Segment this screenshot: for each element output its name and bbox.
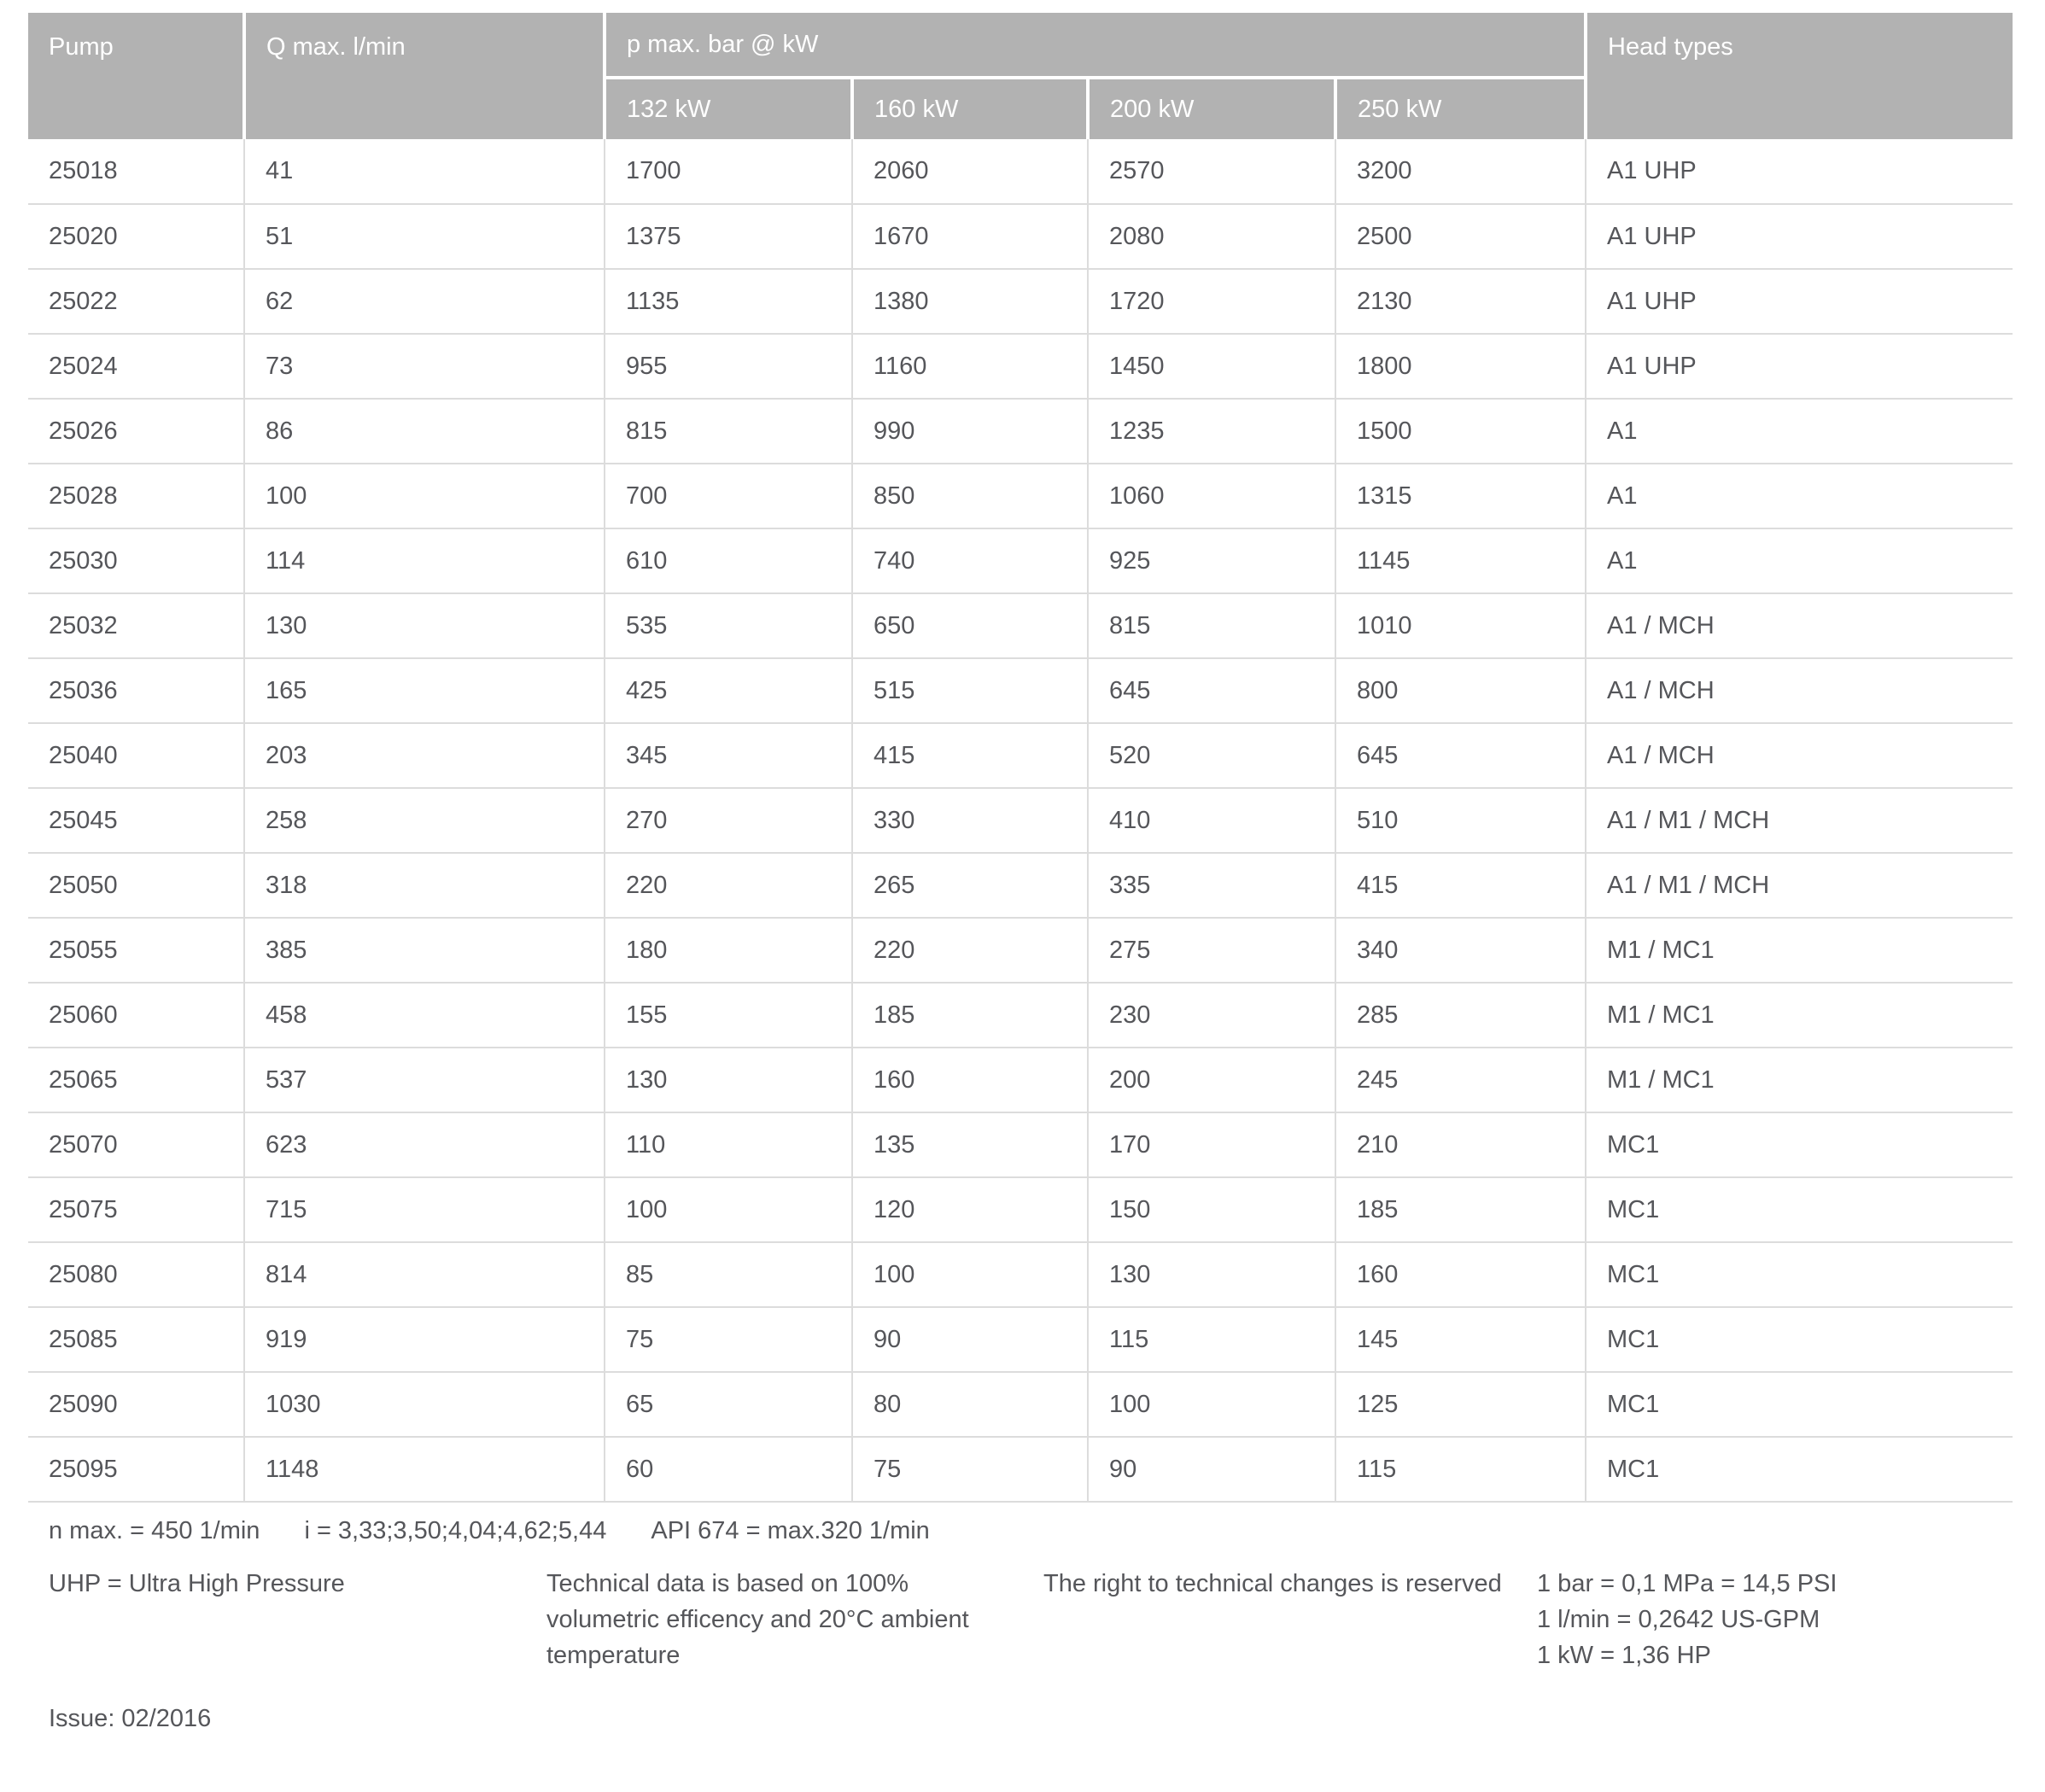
- cell-q_max_l_min: 814: [244, 1242, 605, 1307]
- cell-head_types: A1 / MCH: [1586, 658, 2013, 723]
- column-header-132kw: 132 kW: [605, 78, 852, 139]
- cell-pump: 25030: [28, 528, 244, 593]
- cell-head_types: A1: [1586, 528, 2013, 593]
- cell-pump: 25018: [28, 139, 244, 204]
- note-n-max: n max. = 450 1/min: [49, 1517, 260, 1544]
- cell-p_160kw: 80: [852, 1372, 1088, 1437]
- cell-q_max_l_min: 41: [244, 139, 605, 204]
- cell-p_132kw: 700: [605, 464, 852, 528]
- cell-p_132kw: 955: [605, 334, 852, 399]
- cell-pump: 25032: [28, 593, 244, 658]
- cell-q_max_l_min: 537: [244, 1048, 605, 1112]
- cell-p_132kw: 610: [605, 528, 852, 593]
- cell-p_200kw: 115: [1088, 1307, 1335, 1372]
- conversion-line: 1 bar = 0,1 MPa = 14,5 PSI: [1537, 1570, 1838, 1597]
- cell-p_250kw: 1315: [1335, 464, 1586, 528]
- cell-p_132kw: 345: [605, 723, 852, 788]
- cell-head_types: MC1: [1586, 1437, 2013, 1502]
- table-row: [28, 334, 2013, 399]
- table-row: [28, 269, 2013, 334]
- column-header-head-types: Head types: [1586, 13, 2013, 139]
- cell-p_250kw: 1145: [1335, 528, 1586, 593]
- cell-pump: 25022: [28, 269, 244, 334]
- table-row: [28, 1242, 2013, 1307]
- cell-p_160kw: 120: [852, 1177, 1088, 1242]
- cell-p_160kw: 1160: [852, 334, 1088, 399]
- table-row: [28, 658, 2013, 723]
- table-row: [28, 1437, 2013, 1502]
- pump-specs-table: [28, 13, 2013, 1503]
- cell-p_250kw: 145: [1335, 1307, 1586, 1372]
- cell-pump: 25020: [28, 204, 244, 269]
- cell-q_max_l_min: 919: [244, 1307, 605, 1372]
- column-header-200kw: 200 kW: [1088, 78, 1335, 139]
- cell-p_160kw: 75: [852, 1437, 1088, 1502]
- cell-q_max_l_min: 318: [244, 853, 605, 918]
- cell-p_132kw: 85: [605, 1242, 852, 1307]
- cell-p_132kw: 100: [605, 1177, 852, 1242]
- cell-p_250kw: 2500: [1335, 204, 1586, 269]
- cell-head_types: MC1: [1586, 1242, 2013, 1307]
- cell-pump: 25055: [28, 918, 244, 983]
- cell-head_types: A1 UHP: [1586, 269, 2013, 334]
- table-row: [28, 1307, 2013, 1372]
- conversion-line: 1 kW = 1,36 HP: [1537, 1642, 1711, 1669]
- table-row: [28, 528, 2013, 593]
- cell-p_160kw: 135: [852, 1112, 1088, 1177]
- cell-p_132kw: 535: [605, 593, 852, 658]
- note-rights-reserved: The right to technical changes is reserved: [1043, 1570, 1502, 1597]
- table-row: [28, 723, 2013, 788]
- cell-p_250kw: 245: [1335, 1048, 1586, 1112]
- cell-p_132kw: 270: [605, 788, 852, 853]
- cell-q_max_l_min: 114: [244, 528, 605, 593]
- cell-head_types: A1 / M1 / MCH: [1586, 853, 2013, 918]
- cell-p_250kw: 185: [1335, 1177, 1586, 1242]
- footer-notes: [49, 1566, 2045, 1673]
- table-row: [28, 918, 2013, 983]
- cell-p_200kw: 100: [1088, 1372, 1335, 1437]
- table-header: [28, 13, 2013, 139]
- pump-table-body: [28, 139, 2013, 1502]
- column-header-160kw: 160 kW: [852, 78, 1088, 139]
- column-header-q-max: Q max. l/min: [244, 13, 605, 139]
- cell-q_max_l_min: 258: [244, 788, 605, 853]
- cell-head_types: A1 UHP: [1586, 334, 2013, 399]
- column-header-pump: Pump: [28, 13, 244, 139]
- cell-q_max_l_min: 458: [244, 983, 605, 1048]
- cell-head_types: M1 / MC1: [1586, 1048, 2013, 1112]
- cell-p_200kw: 275: [1088, 918, 1335, 983]
- cell-p_160kw: 990: [852, 399, 1088, 464]
- cell-p_132kw: 130: [605, 1048, 852, 1112]
- table-footnotes: [49, 1516, 2045, 1545]
- cell-p_160kw: 220: [852, 918, 1088, 983]
- cell-head_types: A1 / MCH: [1586, 593, 2013, 658]
- cell-pump: 25095: [28, 1437, 244, 1502]
- cell-p_160kw: 90: [852, 1307, 1088, 1372]
- cell-pump: 25065: [28, 1048, 244, 1112]
- cell-p_200kw: 925: [1088, 528, 1335, 593]
- cell-pump: 25028: [28, 464, 244, 528]
- cell-p_250kw: 1800: [1335, 334, 1586, 399]
- cell-p_132kw: 60: [605, 1437, 852, 1502]
- cell-p_200kw: 1235: [1088, 399, 1335, 464]
- cell-pump: 25080: [28, 1242, 244, 1307]
- table-row: [28, 464, 2013, 528]
- cell-p_250kw: 340: [1335, 918, 1586, 983]
- table-row: [28, 788, 2013, 853]
- cell-p_160kw: 330: [852, 788, 1088, 853]
- cell-q_max_l_min: 51: [244, 204, 605, 269]
- cell-pump: 25070: [28, 1112, 244, 1177]
- cell-p_132kw: 155: [605, 983, 852, 1048]
- note-technical-line: volumetric efficency and 20°C ambient: [546, 1606, 969, 1633]
- cell-p_250kw: 125: [1335, 1372, 1586, 1437]
- note-i-ratios: i = 3,33;3,50;4,04;4,62;5,44: [304, 1517, 607, 1544]
- cell-p_160kw: 515: [852, 658, 1088, 723]
- note-technical-basis: [546, 1566, 1043, 1673]
- cell-head_types: MC1: [1586, 1177, 2013, 1242]
- table-row: [28, 1177, 2013, 1242]
- table-row: [28, 1372, 2013, 1437]
- cell-p_250kw: 160: [1335, 1242, 1586, 1307]
- cell-pump: 25050: [28, 853, 244, 918]
- cell-head_types: A1 / MCH: [1586, 723, 2013, 788]
- cell-p_250kw: 115: [1335, 1437, 1586, 1502]
- cell-q_max_l_min: 1030: [244, 1372, 605, 1437]
- cell-pump: 25075: [28, 1177, 244, 1242]
- cell-p_200kw: 230: [1088, 983, 1335, 1048]
- column-header-p-max-group: p max. bar @ kW: [605, 13, 1586, 78]
- cell-q_max_l_min: 385: [244, 918, 605, 983]
- cell-p_132kw: 425: [605, 658, 852, 723]
- cell-pump: 25085: [28, 1307, 244, 1372]
- cell-p_250kw: 415: [1335, 853, 1586, 918]
- cell-pump: 25026: [28, 399, 244, 464]
- cell-p_250kw: 285: [1335, 983, 1586, 1048]
- cell-p_250kw: 1010: [1335, 593, 1586, 658]
- cell-head_types: MC1: [1586, 1307, 2013, 1372]
- cell-p_200kw: 645: [1088, 658, 1335, 723]
- cell-p_160kw: 650: [852, 593, 1088, 658]
- cell-p_160kw: 2060: [852, 139, 1088, 204]
- cell-p_200kw: 2080: [1088, 204, 1335, 269]
- cell-p_200kw: 170: [1088, 1112, 1335, 1177]
- cell-p_250kw: 1500: [1335, 399, 1586, 464]
- cell-p_250kw: 800: [1335, 658, 1586, 723]
- cell-p_200kw: 1720: [1088, 269, 1335, 334]
- cell-p_200kw: 150: [1088, 1177, 1335, 1242]
- table-row: [28, 1048, 2013, 1112]
- table-row: [28, 853, 2013, 918]
- cell-head_types: MC1: [1586, 1372, 2013, 1437]
- cell-p_160kw: 160: [852, 1048, 1088, 1112]
- cell-q_max_l_min: 62: [244, 269, 605, 334]
- cell-p_132kw: 1700: [605, 139, 852, 204]
- cell-p_132kw: 1135: [605, 269, 852, 334]
- cell-head_types: M1 / MC1: [1586, 983, 2013, 1048]
- cell-p_160kw: 1670: [852, 204, 1088, 269]
- cell-q_max_l_min: 1148: [244, 1437, 605, 1502]
- cell-p_200kw: 520: [1088, 723, 1335, 788]
- cell-p_132kw: 110: [605, 1112, 852, 1177]
- note-technical-line: temperature: [546, 1642, 681, 1669]
- cell-p_160kw: 1380: [852, 269, 1088, 334]
- cell-p_132kw: 220: [605, 853, 852, 918]
- cell-p_200kw: 90: [1088, 1437, 1335, 1502]
- cell-p_250kw: 210: [1335, 1112, 1586, 1177]
- cell-p_250kw: 645: [1335, 723, 1586, 788]
- conversion-line: 1 l/min = 0,2642 US-GPM: [1537, 1606, 1820, 1633]
- cell-p_160kw: 740: [852, 528, 1088, 593]
- table-row: [28, 983, 2013, 1048]
- cell-head_types: A1: [1586, 399, 2013, 464]
- cell-p_200kw: 410: [1088, 788, 1335, 853]
- table-row: [28, 139, 2013, 204]
- cell-p_200kw: 815: [1088, 593, 1335, 658]
- cell-p_160kw: 415: [852, 723, 1088, 788]
- cell-head_types: A1 UHP: [1586, 139, 2013, 204]
- table-row: [28, 399, 2013, 464]
- cell-p_132kw: 65: [605, 1372, 852, 1437]
- cell-q_max_l_min: 86: [244, 399, 605, 464]
- cell-p_132kw: 1375: [605, 204, 852, 269]
- cell-p_200kw: 335: [1088, 853, 1335, 918]
- cell-p_132kw: 75: [605, 1307, 852, 1372]
- cell-p_200kw: 2570: [1088, 139, 1335, 204]
- cell-p_132kw: 815: [605, 399, 852, 464]
- cell-q_max_l_min: 715: [244, 1177, 605, 1242]
- note-api-674: API 674 = max.320 1/min: [651, 1517, 930, 1544]
- cell-p_160kw: 850: [852, 464, 1088, 528]
- cell-head_types: A1: [1586, 464, 2013, 528]
- cell-p_200kw: 1450: [1088, 334, 1335, 399]
- cell-head_types: MC1: [1586, 1112, 2013, 1177]
- cell-q_max_l_min: 130: [244, 593, 605, 658]
- cell-pump: 25036: [28, 658, 244, 723]
- cell-head_types: A1 UHP: [1586, 204, 2013, 269]
- table-row: [28, 1112, 2013, 1177]
- cell-q_max_l_min: 165: [244, 658, 605, 723]
- note-technical-line: Technical data is based on 100%: [546, 1570, 909, 1597]
- cell-p_250kw: 3200: [1335, 139, 1586, 204]
- cell-q_max_l_min: 73: [244, 334, 605, 399]
- cell-p_200kw: 1060: [1088, 464, 1335, 528]
- cell-head_types: A1 / M1 / MCH: [1586, 788, 2013, 853]
- cell-p_200kw: 130: [1088, 1242, 1335, 1307]
- cell-pump: 25045: [28, 788, 244, 853]
- note-unit-conversions: [1537, 1566, 1837, 1673]
- note-uhp-definition: UHP = Ultra High Pressure: [49, 1570, 345, 1597]
- cell-p_250kw: 2130: [1335, 269, 1586, 334]
- cell-q_max_l_min: 100: [244, 464, 605, 528]
- column-header-250kw: 250 kW: [1335, 78, 1586, 139]
- cell-q_max_l_min: 623: [244, 1112, 605, 1177]
- cell-p_160kw: 185: [852, 983, 1088, 1048]
- cell-p_200kw: 200: [1088, 1048, 1335, 1112]
- cell-pump: 25090: [28, 1372, 244, 1437]
- table-row: [28, 593, 2013, 658]
- cell-p_132kw: 180: [605, 918, 852, 983]
- cell-pump: 25060: [28, 983, 244, 1048]
- cell-p_160kw: 265: [852, 853, 1088, 918]
- cell-pump: 25040: [28, 723, 244, 788]
- cell-pump: 25024: [28, 334, 244, 399]
- cell-p_160kw: 100: [852, 1242, 1088, 1307]
- cell-p_250kw: 510: [1335, 788, 1586, 853]
- issue-date: Issue: 02/2016: [49, 1705, 212, 1732]
- table-row: [28, 204, 2013, 269]
- cell-q_max_l_min: 203: [244, 723, 605, 788]
- cell-head_types: M1 / MC1: [1586, 918, 2013, 983]
